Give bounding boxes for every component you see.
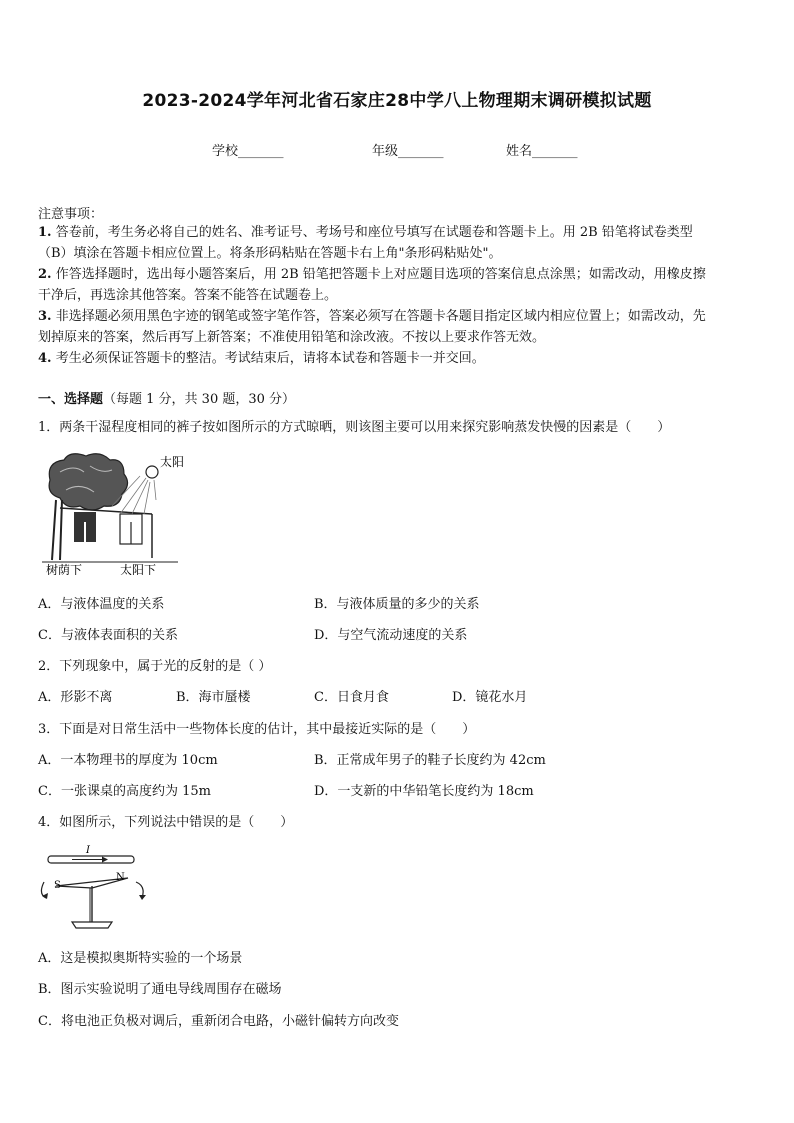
notice-num: 2. (38, 267, 52, 282)
notice-text: 非选择题必须用黑色字迹的钢笔或签字笔作答，答案必须写在答题卡各题目指定区域内相应位置上；如需改动，先 (55, 309, 706, 324)
q4-option-c: C．将电池正负极对调后，重新闭合电路，小磁针偏转方向改变 (38, 1014, 399, 1029)
notice-text: 干净后，再选涂其他答案。答案不能答在试题卷上。 (38, 288, 338, 303)
question-3-stem: 3．下面是对日常生活中一些物体长度的估计，其中最接近实际的是（ ） (38, 722, 476, 737)
q3-option-a: A．一本物理书的厚度为 10cm (38, 753, 218, 768)
q2-option-d: D．镜花水月 (452, 690, 528, 705)
section-heading (38, 388, 295, 407)
label-current: I (86, 845, 90, 856)
q3-option-b: B．正常成年男子的鞋子长度约为 42cm (314, 753, 546, 768)
q3-option-c: C．一张课桌的高度约为 15m (38, 784, 211, 799)
notice-num: 1. (38, 225, 52, 240)
q4-option-a: A．这是模拟奥斯特实验的一个场景 (38, 951, 243, 966)
sun-icon (146, 466, 158, 478)
notice-item-1 (38, 222, 760, 264)
q1-option-b: B．与液体质量的多少的关系 (314, 597, 480, 612)
question-1-stem: 1．两条干湿程度相同的裤子按如图所示的方式晾晒，则该图主要可以用来探究影响蒸发快慢的因素是（ ） (38, 420, 671, 435)
label-sunlight: 太阳下 (120, 563, 157, 575)
label-north: N (116, 872, 125, 883)
q2-option-b: B．海市蜃楼 (176, 690, 251, 705)
q4-option-b: B．图示实验说明了通电导线周围存在磁场 (38, 982, 282, 997)
notice-num: 4. (38, 351, 52, 366)
figure-oersted-experiment (36, 842, 161, 934)
tree-trunk (52, 500, 62, 560)
notice-text: 作答选择题时，选出每小题答案后，用 2B 铅笔把答题卡上对应题目选项的答案信息点涂黑；如需改动，用橡皮擦 (55, 267, 706, 282)
q1-option-d: D．与空气流动速度的关系 (314, 628, 468, 643)
section-title: 一、选择题 (38, 392, 104, 407)
notice-num: 3. (38, 309, 52, 324)
notice-text: 划掉原来的答案，然后再写上新答案；不准使用铅笔和涂改液。不按以上要求作答无效。 (38, 330, 546, 345)
question-2-stem: 2．下列现象中，属于光的反射的是（ ） (38, 659, 272, 674)
notice-item-4 (38, 348, 760, 369)
q1-option-a: A．与液体温度的关系 (38, 597, 165, 612)
notice-text: （B）填涂在答题卡相应位置上。将条形码粘贴在答题卡右上角"条形码粘贴处"。 (38, 246, 502, 261)
figure-drying-trousers (40, 450, 190, 575)
q3-option-d: D．一支新的中华铅笔长度约为 18cm (314, 784, 534, 799)
grade-field: 年级_______ (372, 144, 444, 159)
question-4-stem: 4．如图所示，下列说法中错误的是（ ） (38, 815, 294, 830)
label-sun: 太阳 (160, 455, 185, 469)
q2-option-c: C．日食月食 (314, 690, 389, 705)
school-field: 学校_______ (212, 144, 284, 159)
label-south: S (54, 880, 61, 891)
page-title: 2023-2024学年河北省石家庄28中学八上物理期末调研模拟试题 (142, 91, 652, 111)
q2-option-a: A．形影不离 (38, 690, 113, 705)
q1-option-c: C．与液体表面积的关系 (38, 628, 178, 643)
notice-item-3 (38, 306, 760, 348)
notice-text: 考生必须保证答题卡的整洁。考试结束后，请将本试卷和答题卡一并交回。 (55, 351, 485, 366)
needle-stand-base (72, 922, 112, 928)
section-note: （每题 1 分，共 30 题，30 分） (103, 392, 296, 407)
notice-text: 答卷前，考生务必将自己的姓名、准考证号、考场号和座位号填写在试题卷和答题卡上。用 2B 铅笔将试卷类型 (55, 225, 693, 240)
label-shade: 树荫下 (46, 563, 83, 575)
notice-heading: 注意事项： (38, 207, 104, 222)
notice-item-2 (38, 264, 760, 306)
name-field: 姓名_______ (506, 144, 578, 159)
